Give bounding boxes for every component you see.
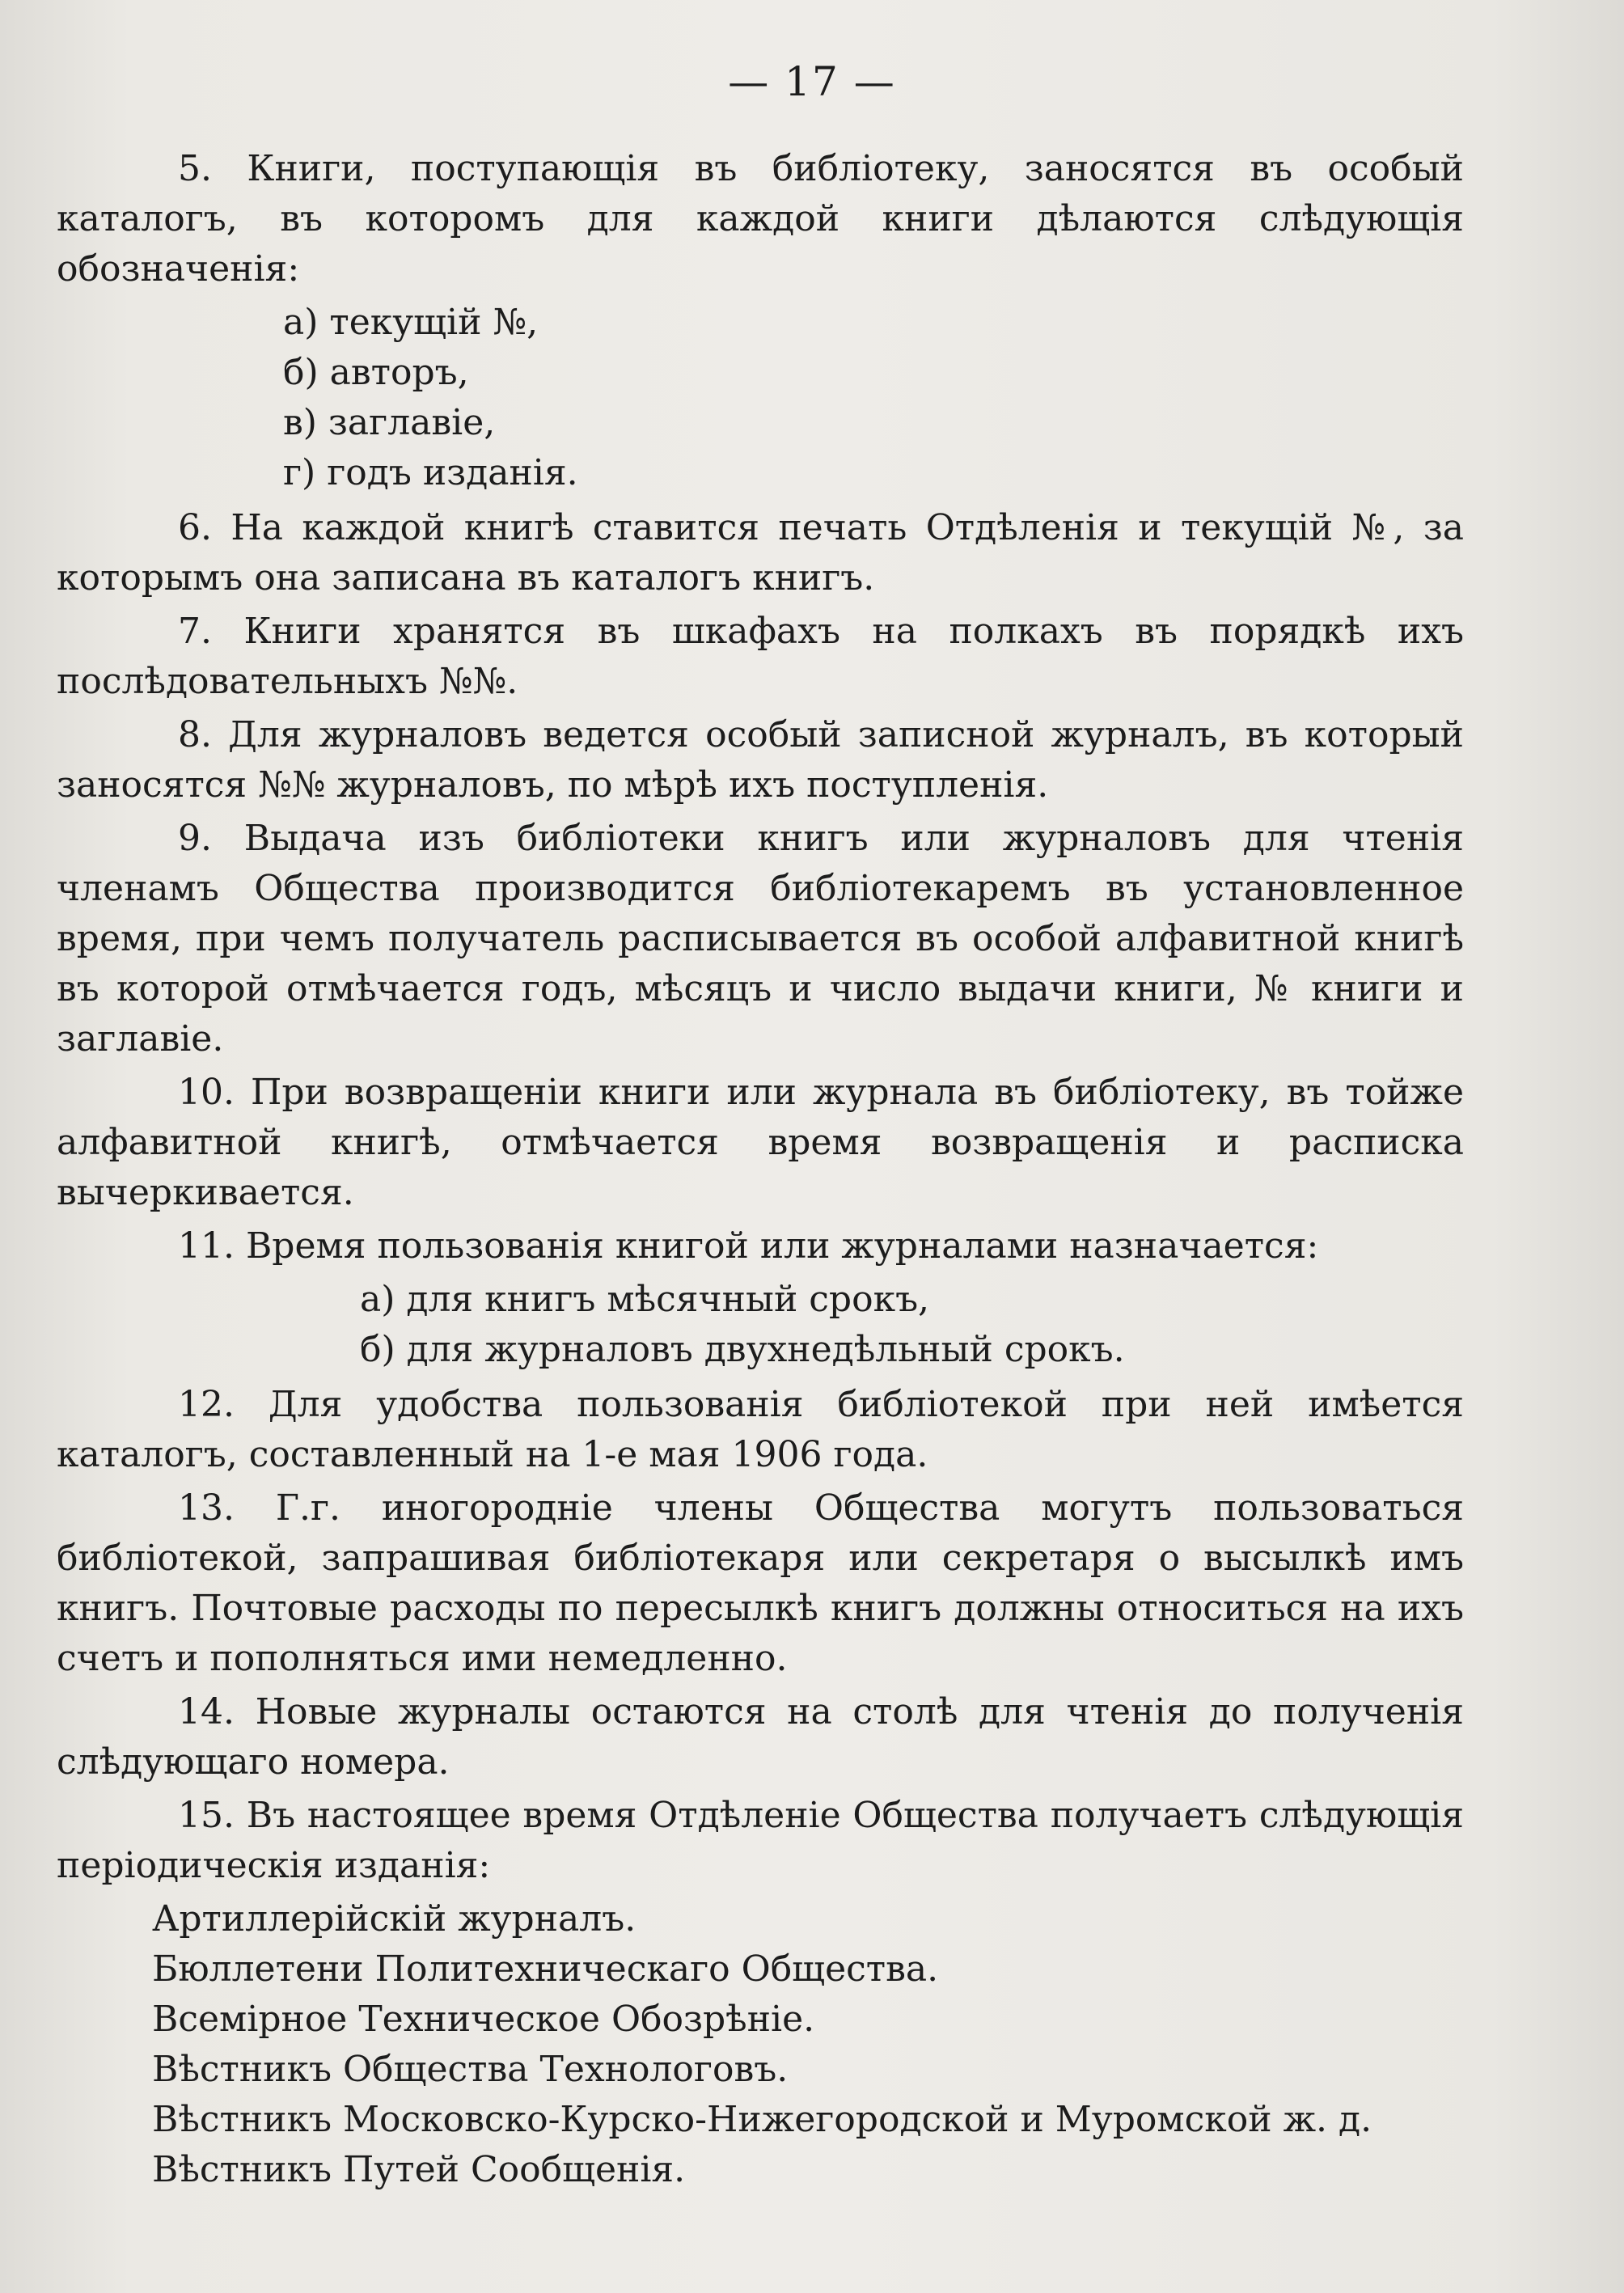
paragraph-7: 7. Книги хранятся въ шкафахъ на полкахъ въ порядкѣ ихъ послѣдовательныхъ №№. [57,611,1464,702]
paragraph-8: 8. Для журналовъ ведется особый записной журналъ, въ который заносятся №№ журналовъ, по мѣрѣ ихъ поступленія. [57,714,1464,806]
paragraph-11-list [57,1275,1464,1375]
paragraph-15: 15. Въ настоящее время Отдѣленіе Общества получаетъ слѣдующія періодическія изданія: [57,1795,1464,1886]
periodical-item: Артиллерійскій журналъ. [152,1898,636,1940]
list-item: в) заглавіе, [283,402,496,443]
paragraph-9: 9. Выдача изъ библіотеки книгъ или журналовъ для чтенія членамъ Общества производится библіотекаремъ въ установленное время, при чемъ получатель расписывается въ особой алфавитной книгѣ въ которой отмѣчается годъ, мѣсяцъ и число выдачи книги, № книги и заглавіе. [57,818,1464,1060]
periodicals-list [57,1894,1464,2195]
periodical-item: Вѣстникъ Общества Технологовъ. [152,2049,789,2090]
list-item: а) для книгъ мѣсячный срокъ, [360,1279,930,1320]
periodical-item: Вѣстникъ Московско-Курско-Нижегородской и Муромской ж. д. [152,2099,1372,2140]
body-text [57,144,1464,2195]
periodical-item: Бюллетени Политехническаго Общества. [152,1948,939,1990]
paragraph-5-list [57,298,1464,498]
periodical-item: Вѣстникъ Путей Сообщенія. [152,2149,686,2190]
paragraph-13: 13. Г.г. иногородніе члены Общества могутъ пользоваться библіотекой, запрашивая библіотекаря или секретаря о высылкѣ имъ книгъ. Почтовые расходы по пересылкѣ книгъ должны относиться на ихъ счетъ и пополняться ими немедленно. [57,1487,1464,1679]
page-number: — 17 — [728,58,896,105]
paragraph-5: 5. Книги, поступающія въ библіотеку, заносятся въ особый каталогъ, въ которомъ для каждой книги дѣлаются слѣдующія обозначенія: [57,148,1464,290]
paragraph-12: 12. Для удобства пользованія библіотекой при ней имѣется каталогъ, составленный на 1-е мая 1906 года. [57,1384,1464,1475]
paragraph-11: 11. Время пользованія книгой или журналами назначается: [178,1225,1319,1267]
list-item: б) авторъ, [283,352,469,393]
paragraph-6: 6. На каждой книгѣ ставится печать Отдѣленія и текущій №, за которымъ она записана въ каталогъ книгъ. [57,507,1464,599]
list-item: а) текущій №, [283,302,539,343]
periodical-item: Всемірное Техническое Обозрѣніе. [152,1999,815,2040]
paragraph-14: 14. Новые журналы остаются на столѣ для чтенія до полученія слѣдующаго номера. [57,1691,1464,1783]
list-item: б) для журналовъ двухнедѣльный срокъ. [360,1329,1125,1370]
list-item: г) годъ изданія. [283,452,578,493]
paragraph-10: 10. При возвращеніи книги или журнала въ библіотеку, въ тойже алфавитной книгѣ, отмѣчается время возвращенія и расписка вычеркивается. [57,1072,1464,1213]
